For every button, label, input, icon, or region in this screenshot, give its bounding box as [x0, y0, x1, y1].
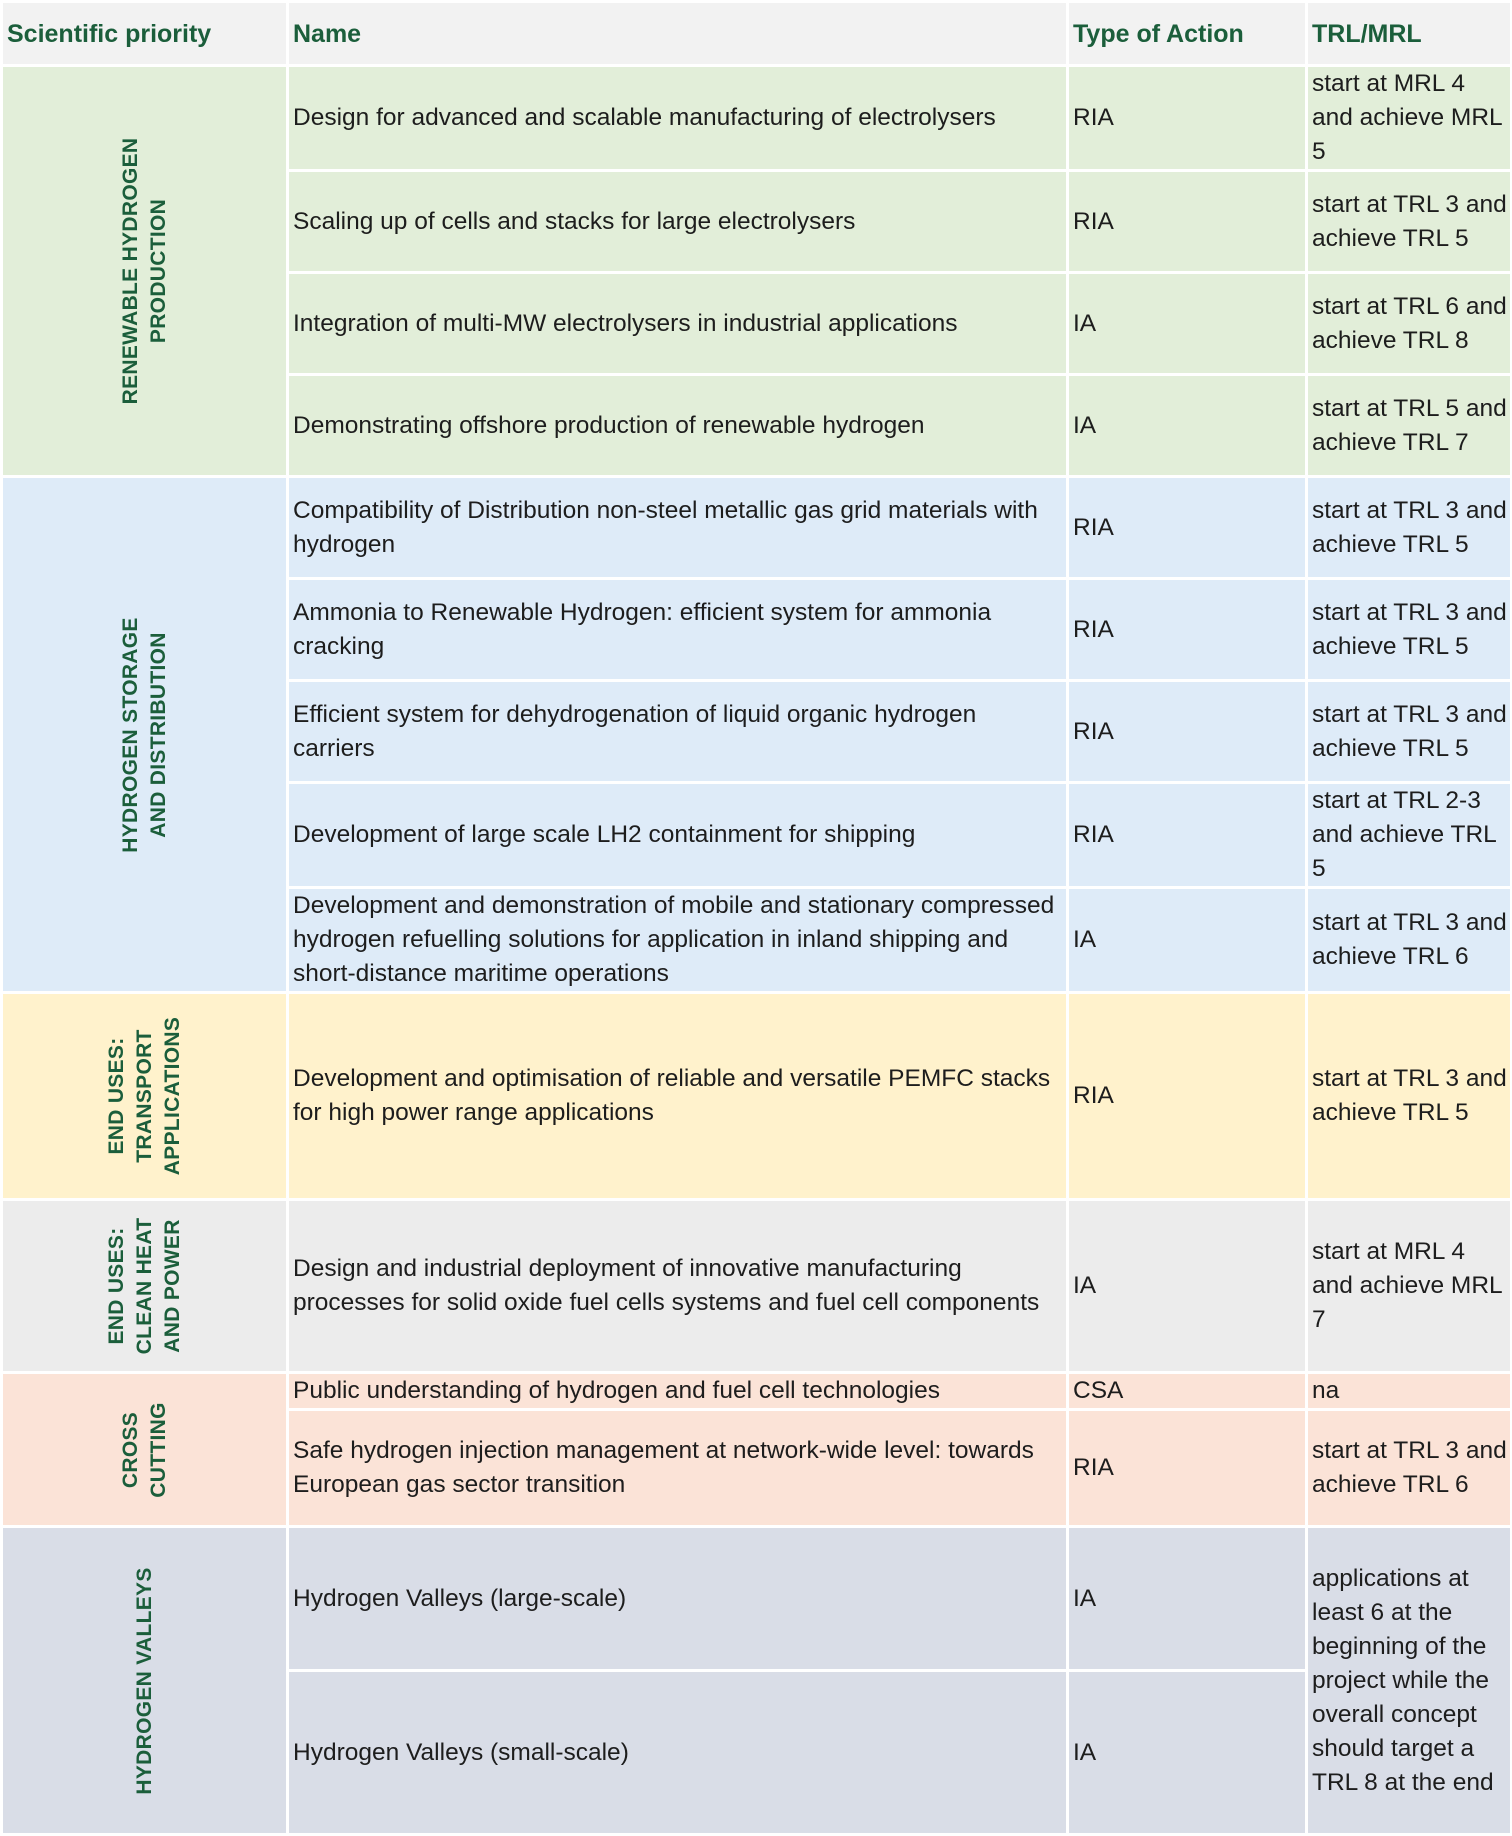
row-name: Development and demonstration of mobile and stationary compressed hydrogen refuelling solutions for application in inland shipping and short-distance maritime operations	[288, 888, 1068, 993]
row-trl: start at TRL 3 and achieve TRL 5	[1307, 993, 1512, 1200]
row-type: IA	[1068, 375, 1307, 477]
row-trl: start at TRL 3 and achieve TRL 6	[1307, 888, 1512, 993]
row-type: IA	[1068, 1200, 1307, 1373]
row-name: Development and optimisation of reliable and versatile PEMFC stacks for high power range applications	[288, 993, 1068, 1200]
priority-label: AND POWER	[160, 1219, 184, 1353]
priority-label: APPLICATIONS	[160, 1016, 184, 1176]
row-trl: start at TRL 5 and achieve TRL 7	[1307, 375, 1512, 477]
row-trl: start at TRL 3 and achieve TRL 5	[1307, 681, 1512, 783]
row-trl: na	[1307, 1373, 1512, 1410]
table-row	[2, 66, 1512, 171]
row-name: Design for advanced and scalable manufacturing of electrolysers	[288, 66, 1068, 171]
row-name: Ammonia to Renewable Hydrogen: efficient system for ammonia cracking	[288, 579, 1068, 681]
row-type: CSA	[1068, 1373, 1307, 1410]
row-type: IA	[1068, 888, 1307, 993]
group-cross-cutting	[2, 1373, 1512, 1527]
priority-label: TRANSPORT	[132, 1029, 156, 1163]
priority-cell	[2, 477, 288, 993]
row-trl: start at MRL 4 and achieve MRL 5	[1307, 66, 1512, 171]
row-name: Hydrogen Valleys (small-scale)	[288, 1671, 1068, 1835]
row-type: RIA	[1068, 993, 1307, 1200]
priority-label: AND DISTRIBUTION	[146, 631, 170, 838]
group-end-uses-heat-power	[2, 1200, 1512, 1373]
priority-label: END USES:	[104, 1227, 128, 1345]
header-row	[2, 2, 1512, 66]
header-name: Name	[288, 2, 1068, 66]
group-hydrogen-valleys	[2, 1527, 1512, 1835]
group-hydrogen-storage-distribution	[2, 477, 1512, 993]
row-type: RIA	[1068, 477, 1307, 579]
row-name: Integration of multi-MW electrolysers in industrial applications	[288, 273, 1068, 375]
row-trl: start at TRL 3 and achieve TRL 5	[1307, 171, 1512, 273]
row-trl: start at TRL 3 and achieve TRL 5	[1307, 477, 1512, 579]
row-type: IA	[1068, 1527, 1307, 1671]
table-row	[2, 477, 1512, 579]
row-name: Scaling up of cells and stacks for large electrolysers	[288, 171, 1068, 273]
row-type: RIA	[1068, 681, 1307, 783]
priority-label: RENEWABLE HYDROGEN	[118, 137, 142, 405]
table-row	[2, 1527, 1512, 1671]
row-name: Efficient system for dehydrogenation of liquid organic hydrogen carriers	[288, 681, 1068, 783]
row-name: Public understanding of hydrogen and fuel cell technologies	[288, 1373, 1068, 1410]
row-name: Compatibility of Distribution non-steel metallic gas grid materials with hydrogen	[288, 477, 1068, 579]
table-row	[2, 993, 1512, 1200]
priority-label: CROSS	[118, 1411, 142, 1488]
table-row	[2, 1200, 1512, 1373]
row-name: Safe hydrogen injection management at network-wide level: towards European gas sector transition	[288, 1410, 1068, 1527]
priority-cell	[2, 993, 288, 1200]
priority-label: PRODUCTION	[146, 198, 170, 344]
row-trl: start at MRL 4 and achieve MRL 7	[1307, 1200, 1512, 1373]
row-trl: start at TRL 3 and achieve TRL 6	[1307, 1410, 1512, 1527]
header-priority: Scientific priority	[2, 2, 288, 66]
row-name: Hydrogen Valleys (large-scale)	[288, 1527, 1068, 1671]
group-end-uses-transport	[2, 993, 1512, 1200]
table-row	[2, 1373, 1512, 1410]
priority-label: END USES:	[104, 1037, 128, 1155]
row-type: RIA	[1068, 66, 1307, 171]
priority-label: HYDROGEN STORAGE	[118, 616, 142, 853]
priority-label: CLEAN HEAT	[132, 1217, 156, 1355]
priority-cell	[2, 1373, 288, 1527]
header-trl: TRL/MRL	[1307, 2, 1512, 66]
priority-cell	[2, 1200, 288, 1373]
priority-label: CUTTING	[146, 1401, 170, 1498]
row-trl: start at TRL 6 and achieve TRL 8	[1307, 273, 1512, 375]
priority-label: HYDROGEN VALLEYS	[132, 1566, 156, 1795]
header-type: Type of Action	[1068, 2, 1307, 66]
row-type: IA	[1068, 1671, 1307, 1835]
row-name: Development of large scale LH2 containment for shipping	[288, 783, 1068, 888]
row-type: RIA	[1068, 783, 1307, 888]
priority-cell	[2, 66, 288, 477]
row-type: RIA	[1068, 171, 1307, 273]
row-name: Demonstrating offshore production of renewable hydrogen	[288, 375, 1068, 477]
priority-cell	[2, 1527, 288, 1835]
group-renewable-hydrogen-production	[2, 66, 1512, 477]
row-trl: start at TRL 2-3 and achieve TRL 5	[1307, 783, 1512, 888]
row-type: IA	[1068, 273, 1307, 375]
row-type: RIA	[1068, 579, 1307, 681]
row-trl: start at TRL 3 and achieve TRL 5	[1307, 579, 1512, 681]
row-trl-shared: applications at least 6 at the beginning of the project while the overall concept should target a TRL 8 at the end	[1307, 1527, 1512, 1835]
row-name: Design and industrial deployment of innovative manufacturing processes for solid oxide fuel cells systems and fuel cell components	[288, 1200, 1068, 1373]
row-type: RIA	[1068, 1410, 1307, 1527]
